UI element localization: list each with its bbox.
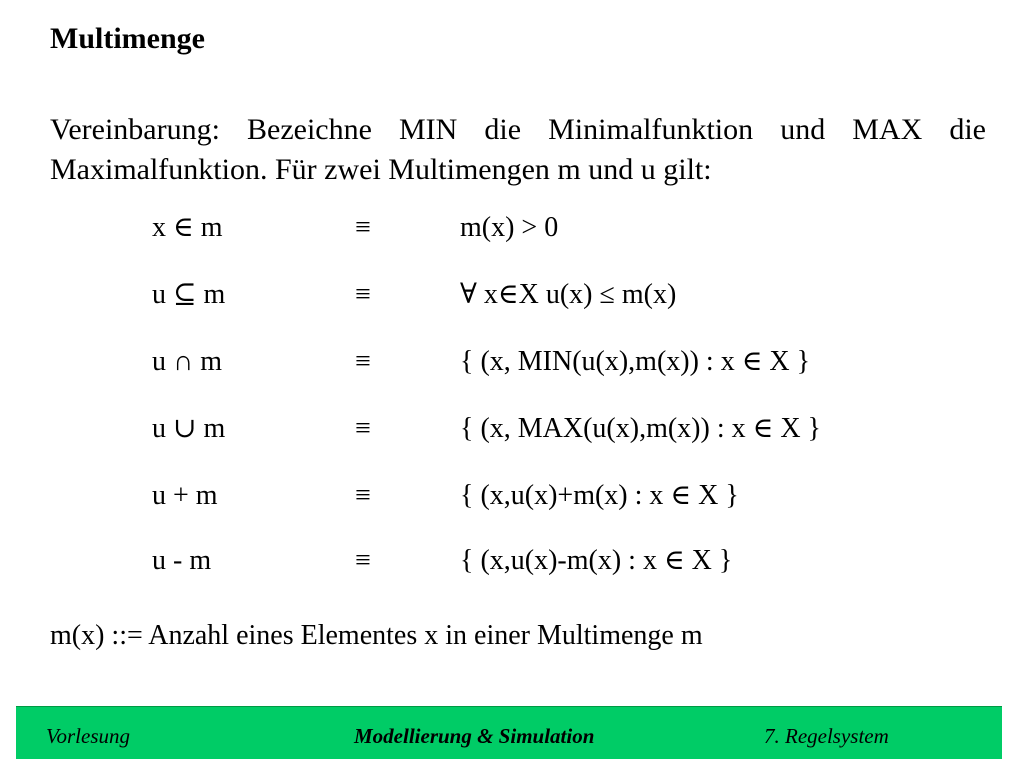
rule-lhs: u - m bbox=[152, 545, 212, 576]
rule-row-union bbox=[0, 409, 1024, 449]
rule-equivalence: ≡ bbox=[355, 346, 371, 377]
rule-equivalence: ≡ bbox=[355, 413, 371, 444]
rule-row-element bbox=[0, 208, 1024, 248]
rule-equivalence: ≡ bbox=[355, 279, 371, 310]
rule-lhs: u + m bbox=[152, 480, 218, 511]
rule-row-intersection bbox=[0, 342, 1024, 382]
rule-lhs: u ∪ m bbox=[152, 413, 226, 444]
definition-text: m(x) ::= Anzahl eines Elementes x in einer Multimenge m bbox=[50, 620, 703, 651]
rule-equivalence: ≡ bbox=[355, 480, 371, 511]
rule-rhs: ∀ x∈X u(x) ≤ m(x) bbox=[460, 279, 677, 310]
rule-lhs: u ⊆ m bbox=[152, 279, 226, 310]
rule-rhs: { (x, MAX(u(x),m(x)) : x ∈ X } bbox=[460, 413, 821, 444]
rule-rhs: m(x) > 0 bbox=[460, 212, 559, 243]
footer-course-title: Modellierung & Simulation bbox=[354, 724, 595, 748]
rule-row-sum bbox=[0, 476, 1024, 516]
slide-title: Multimenge bbox=[50, 22, 205, 55]
footer-lecture-label: Vorlesung bbox=[46, 724, 130, 748]
rule-rhs: { (x,u(x)-m(x) : x ∈ X } bbox=[460, 545, 733, 576]
rule-rhs: { (x, MIN(u(x),m(x)) : x ∈ X } bbox=[460, 346, 811, 377]
footer-bar bbox=[16, 706, 1002, 759]
intro-paragraph: Vereinbarung: Bezeichne MIN die Minimalfunktion und MAX die Maximalfunktion. Für zwei Multimengen m und u gilt: bbox=[50, 113, 986, 186]
rule-equivalence: ≡ bbox=[355, 545, 371, 576]
rule-row-difference bbox=[0, 541, 1024, 581]
footer-chapter-label: 7. Regelsystem bbox=[764, 724, 889, 748]
rule-rhs: { (x,u(x)+m(x) : x ∈ X } bbox=[460, 480, 739, 511]
rule-row-subset bbox=[0, 275, 1024, 315]
rule-lhs: u ∩ m bbox=[152, 346, 222, 377]
rule-lhs: x ∈ m bbox=[152, 212, 223, 243]
rule-equivalence: ≡ bbox=[355, 212, 371, 243]
